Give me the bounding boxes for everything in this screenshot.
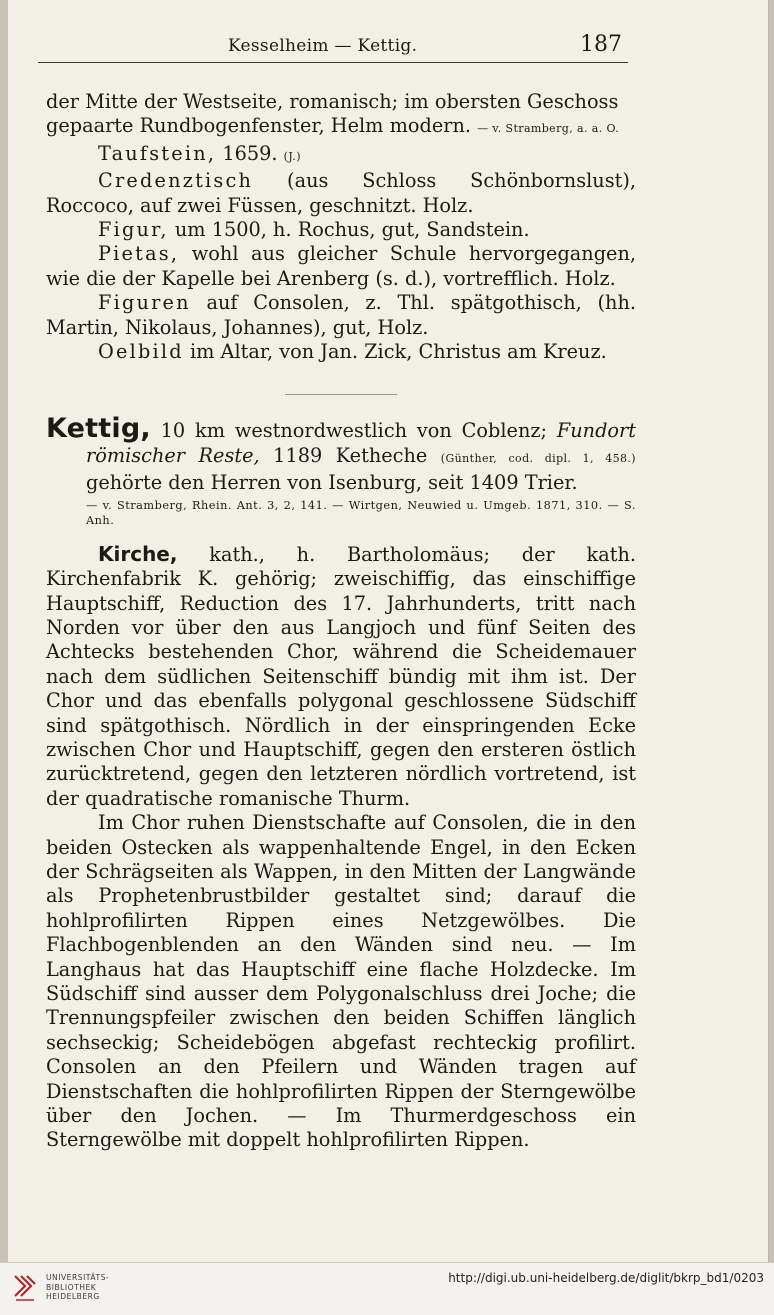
entry-text: gehörte den Herren von Isenburg, seit 1409 Trier. xyxy=(86,471,578,495)
library-logo-icon[interactable] xyxy=(12,1272,38,1304)
entry-italic: Fundort römischer Reste, xyxy=(86,419,636,467)
entry-text: 1659. xyxy=(216,141,284,165)
reference: (Günther, cod. dipl. 1, 458.) xyxy=(440,451,636,465)
paragraph-line: gepaarte Rundbogenfenster, Helm modern. xyxy=(46,114,471,138)
section-divider xyxy=(285,394,397,395)
entry-term: Figuren xyxy=(98,291,191,315)
entry-text: 10 km westnordwestlich von Coblenz; xyxy=(150,419,557,443)
entry-figur xyxy=(46,218,636,242)
entry-text: wohl aus gleicher Schule hervorgegangen, wie die der Kapelle bei Arenberg (s. d.), vortrefflich. Holz. xyxy=(46,242,636,290)
library-name xyxy=(46,1273,109,1302)
entry-credenztisch xyxy=(46,169,636,218)
header-rule xyxy=(38,62,628,63)
entry-term: Oelbild xyxy=(98,340,184,364)
reference: (J.) xyxy=(283,149,301,163)
running-title: Kesselheim — Kettig. xyxy=(228,36,418,56)
viewer-footer xyxy=(0,1262,774,1315)
entry-text: (aus Schloss Schönbornslust), Roccoco, auf zwei Füssen, geschnitzt. Holz. xyxy=(46,169,636,217)
entry-text: im Altar, von Jan. Zick, Christus am Kreuz. xyxy=(183,340,607,364)
entry-text: auf Consolen, z. Thl. spätgothisch, (hh. Martin, Nikolaus, Johannes), gut, Holz. xyxy=(46,291,636,339)
library-name-line: HEIDELBERG xyxy=(46,1292,100,1301)
entry-term: Credenztisch xyxy=(98,169,254,193)
library-name-line: BIBLIOTHEK xyxy=(46,1282,97,1292)
entry-text: um 1500, h. Rochus, gut, Sandstein. xyxy=(168,218,530,242)
entry-figuren xyxy=(46,291,636,340)
paragraph-chor: Im Chor ruhen Dienstschafte auf Consolen, die in den beiden Ostecken als wappenhaltende Engel, in den Ecken der Schrägseiten als Wappen, in den Mitten der Langwände als Prophetenbrustbilder gestaltet sind; darauf die hohlprofilirten Rippen eines Netzgewölbes. Die Flachbogenblenden an den Wänden sind neu. — Im Langhaus hat das Hauptschiff eine flache Holzdecke. Im Südschiff sind ausser dem Polygonalschluss drei Joche; die Trennungspfeiler zwischen den beiden Schiffen länglich sechseckig; Scheidebögen abgefast rechteckig profilirt. Consolen an den Pfeilern und Wänden tragen auf Dienstschaften die hohlprofilirten Rippen der Sterngewölbe über den Jochen. — Im Thurmerdgeschoss ein Sterngewölbe mit doppelt hohlprofilirten Rippen. xyxy=(46,811,636,1152)
section-heading: Kirche, xyxy=(98,541,178,566)
library-name-line: UNIVERSITÄTS- xyxy=(46,1273,110,1282)
entry-oelbild xyxy=(46,340,636,364)
entry-kirche xyxy=(46,542,636,811)
permalink-url[interactable]: http://digi.ub.uni-heidelberg.de/diglit/bkrp_bd1/0203 xyxy=(448,1271,764,1285)
book-page xyxy=(8,0,768,1262)
paragraph-tower-end xyxy=(46,90,636,142)
entry-text: kath., h. Bartholomäus; der kath. Kirchenfabrik K. gehörig; zweischiffig, das einschiffige Hauptschiff, Reduction des 17. Jahrhunderts, tritt nach Norden vor über den aus Langjoch und fünf Seiten des Achtecks bestehenden Chor, während die Scheidemauer nach dem südlichen Seitenschiff bündig mit ihm ist. Der Chor und das ebenfalls polygonal geschlossene Südschiff sind spätgothisch. Nördlich in der einspringenden Ecke zwischen Chor und Hauptschiff, gegen den ersteren östlich zurücktretend, gegen den letzteren nördlich vortretend, ist der quadratische romanische Thurm. xyxy=(46,542,636,810)
entry-pietas xyxy=(46,242,636,291)
entry-term: Taufstein, xyxy=(98,141,217,165)
entry-term: Figur, xyxy=(98,218,169,242)
running-head xyxy=(8,32,768,62)
paragraph-line: der Mitte der Westseite, romanisch; im obersten Geschoss xyxy=(46,90,619,113)
bibliography-refs: — v. Stramberg, Rhein. Ant. 3, 2, 141. — Wirtgen, Neuwied u. Umgeb. 1871, 310. — S. Anh. xyxy=(86,498,636,527)
entry-kettig xyxy=(46,413,636,495)
place-heading: Kettig, xyxy=(46,413,151,445)
entry-term: Pietas, xyxy=(98,242,180,266)
page-body xyxy=(46,90,636,1153)
entry-taufstein xyxy=(46,142,636,169)
page-number: 187 xyxy=(580,32,622,57)
reference: — v. Stramberg, a. a. O. xyxy=(477,122,620,136)
entry-text: 1189 Ketheche xyxy=(259,443,441,467)
